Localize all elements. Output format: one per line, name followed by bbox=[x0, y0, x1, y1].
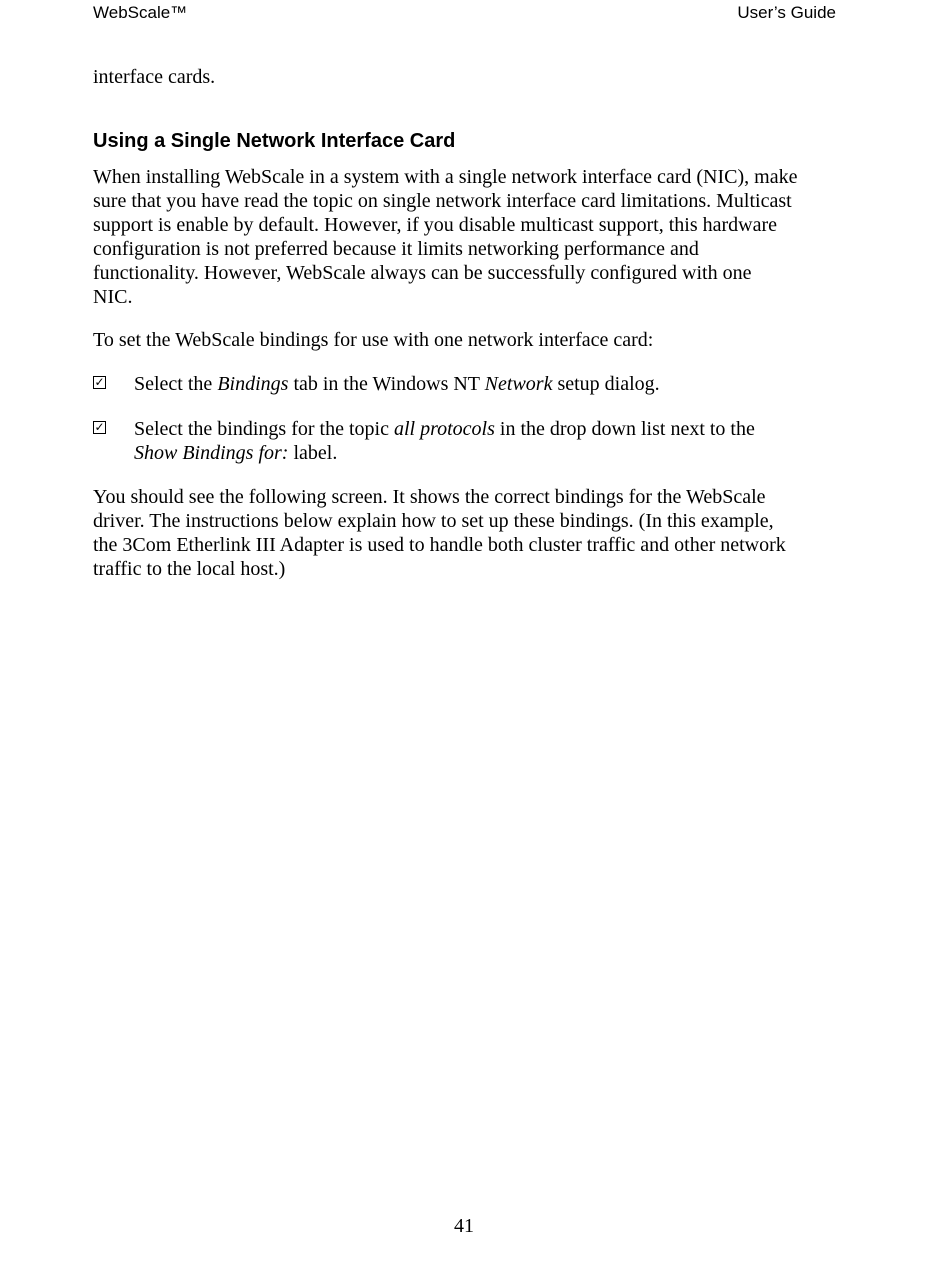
emphasis: Bindings bbox=[217, 373, 289, 395]
text: in the drop down list next to the bbox=[494, 418, 755, 440]
text: label. bbox=[288, 442, 338, 464]
text: Select the bbox=[134, 373, 218, 395]
text-line: support is enable by default. However, if you disable multicast support, this hardware bbox=[93, 214, 778, 236]
section-heading: Using a Single Network Interface Card bbox=[93, 130, 456, 152]
emphasis: Show Bindings for: bbox=[134, 442, 289, 464]
page-number: 41 bbox=[454, 1215, 474, 1237]
running-header-right: User’s Guide bbox=[737, 3, 836, 22]
intro-paragraph bbox=[93, 165, 833, 309]
text-line: traffic to the local host.) bbox=[93, 558, 286, 580]
text-line: sure that you have read the topic on single network interface card limitations. Multicast bbox=[93, 190, 792, 212]
text-line: NIC. bbox=[93, 286, 133, 308]
checkbox-icon: ✓ bbox=[94, 420, 105, 434]
text-line: When installing WebScale in a system with a single network interface card (NIC), make bbox=[93, 166, 798, 188]
screen-description-paragraph bbox=[93, 485, 833, 581]
text: setup dialog. bbox=[552, 373, 660, 395]
text: tab in the Windows NT bbox=[288, 373, 485, 395]
continuation-text: interface cards. bbox=[93, 66, 216, 88]
checkbox-icon: ✓ bbox=[94, 375, 105, 389]
text-line: functionality. However, WebScale always can be successfully configured with one bbox=[93, 262, 752, 284]
emphasis: all protocols bbox=[393, 418, 495, 440]
text-line: configuration is not preferred because it limits networking performance and bbox=[93, 238, 699, 260]
emphasis: Network bbox=[484, 373, 553, 395]
text-line: the 3Com Etherlink III Adapter is used to handle both cluster traffic and other network bbox=[93, 534, 786, 556]
text-line: driver. The instructions below explain how to set up these bindings. (In this example, bbox=[93, 510, 774, 532]
running-header-left: WebScale™ bbox=[93, 3, 188, 22]
text-line: You should see the following screen. It shows the correct bindings for the WebScale bbox=[93, 486, 766, 508]
instruction-paragraph: To set the WebScale bindings for use with one network interface card: bbox=[93, 329, 654, 351]
text: Select the bindings for the topic bbox=[134, 418, 394, 440]
